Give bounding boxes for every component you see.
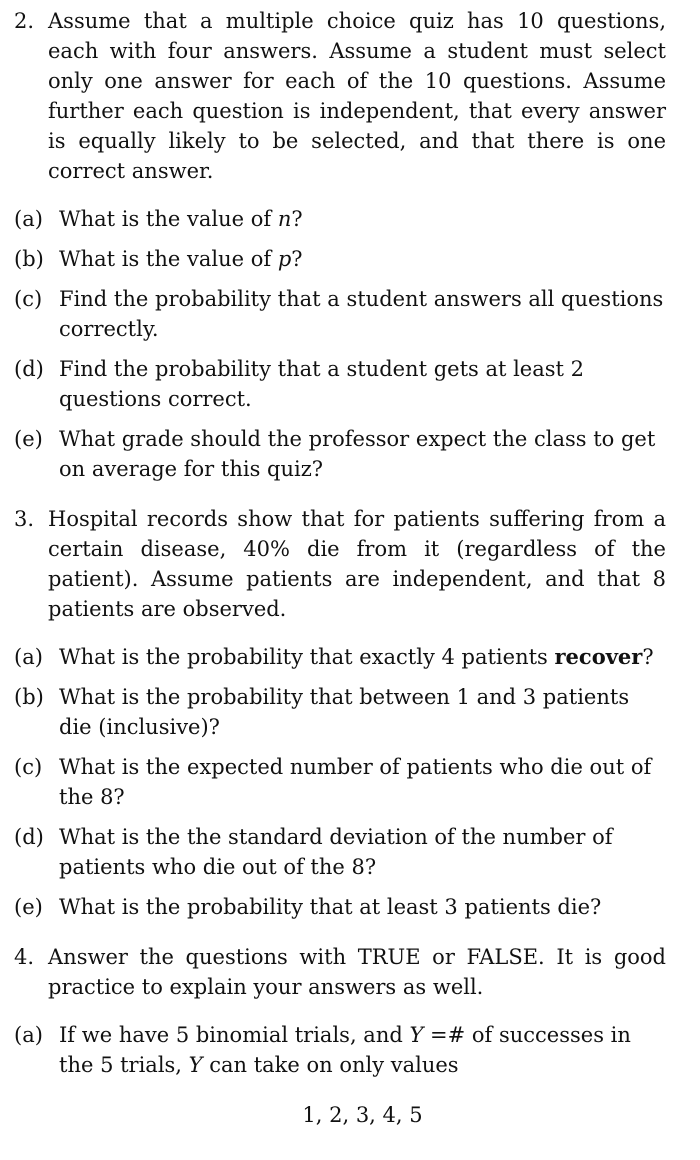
problem-3 [14,504,666,624]
problem-number: 3. [14,507,35,531]
part-label: (c) [14,287,43,311]
part-text: If we have 5 binomial trials, and [59,1023,410,1047]
part-2c [14,284,666,344]
problem-text: Answer the questions with TRUE or FALSE. It is good practice to explain your answers as well. [48,945,666,999]
part-text: Find the probability that a student answers all questions correctly. [59,287,664,341]
part-2d [14,354,666,414]
problem-4 [14,942,666,1002]
problem-2-parts [14,204,666,484]
part-3d [14,822,666,882]
part-label: (c) [14,755,43,779]
part-text: What is the probability that at least 3 patients die? [59,895,602,919]
part-label: (e) [14,895,43,919]
problem-text: Assume that a multiple choice quiz has 10 questions, each with four answers. Assume a student must select only one answer for each of the 10 questions. Assume further each question is independent, that every answer is equally likely to be selected, and that there is one correct answer. [48,9,666,183]
part-text: What is the probability that between 1 and 3 patients die (inclusive)? [59,685,630,739]
math-variable: n [277,207,292,231]
part-label: (a) [14,645,43,669]
part-3b [14,682,666,742]
part-3c [14,752,666,812]
math-variable: p [277,247,292,271]
problem-number: 4. [14,945,35,969]
problem-3-parts [14,642,666,922]
part-label: (a) [14,207,43,231]
part-text: ? [291,207,303,231]
part-label: (b) [14,247,44,271]
part-text: What grade should the professor expect the class to get on average for this quiz? [59,427,656,481]
part-text: What is the value of [59,207,278,231]
math-variable: Y [409,1023,424,1047]
part-label: (b) [14,685,44,709]
part-text: ? [291,247,303,271]
problem-4-parts [14,1020,666,1130]
display-equation: 1, 2, 3, 4, 5 [302,1103,423,1127]
part-3e [14,892,666,922]
part-text: ? [642,645,654,669]
part-text: What is the expected number of patients who die out of the 8? [59,755,652,809]
part-2e [14,424,666,484]
part-2a [14,204,666,234]
part-text: What is the the standard deviation of the number of patients who die out of the 8? [59,825,613,879]
problem-text: Hospital records show that for patients suffering from a certain disease, 40% die from it (regardless of the patient). Assume patients are independent, and that 8 patients are observed. [48,507,666,621]
part-label: (e) [14,427,43,451]
emphasis-word: recover [554,644,643,669]
part-4a [14,1020,666,1130]
part-label: (d) [14,357,44,381]
part-2b [14,244,666,274]
problem-2 [14,6,666,186]
math-variable: Y [188,1053,203,1077]
part-label: (a) [14,1023,43,1047]
part-text: =# of successes in the 5 trials, [59,1023,631,1077]
problem-number: 2. [14,9,35,33]
part-text: What is the value of [59,247,278,271]
part-3a [14,642,666,672]
part-text: What is the probability that exactly 4 patients [59,645,555,669]
part-label: (d) [14,825,44,849]
part-text: can take on only values [202,1053,459,1077]
part-text: Find the probability that a student gets at least 2 questions correct. [59,357,585,411]
